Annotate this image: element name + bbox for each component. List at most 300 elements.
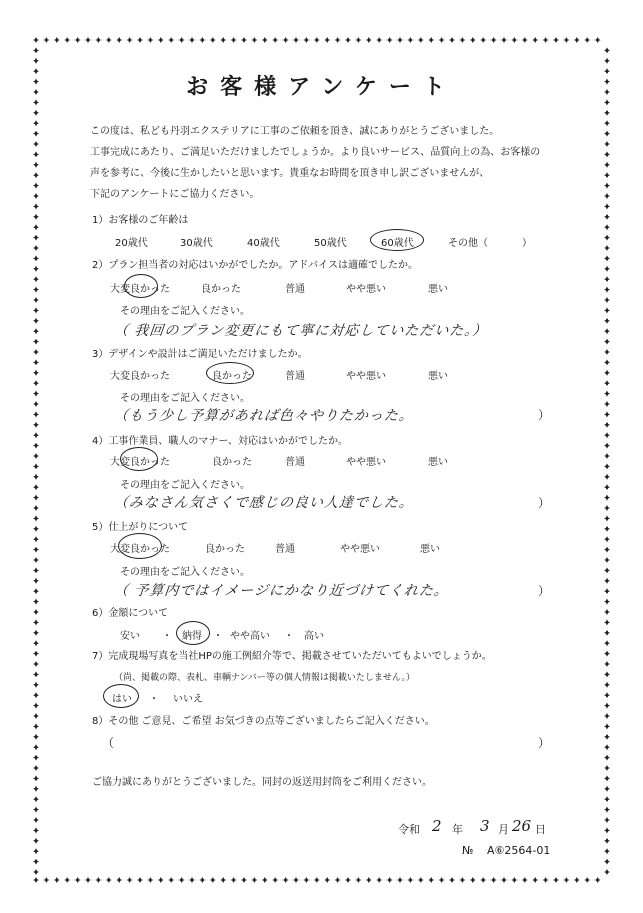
border-ornament xyxy=(43,877,49,883)
q6-option-selected: 納得 xyxy=(182,631,202,642)
border-ornament xyxy=(604,547,610,553)
border-ornament xyxy=(604,578,610,584)
border-ornament xyxy=(553,877,559,883)
border-ornament xyxy=(33,131,39,137)
selection-circle xyxy=(118,533,162,559)
q8-question: 8）その他 ご意見、ご希望 お気づきの点等ございましたらご記入ください。 xyxy=(92,716,435,727)
border-ornament xyxy=(33,671,39,677)
q4-option: やや悪い xyxy=(346,457,386,468)
border-ornament xyxy=(33,172,39,178)
border-ornament xyxy=(241,877,247,883)
border-ornament xyxy=(604,287,610,293)
border-ornament xyxy=(137,37,143,43)
border-ornament xyxy=(418,37,424,43)
border-ornament xyxy=(189,877,195,883)
q1-option: 20歳代 xyxy=(115,238,148,249)
date-year-unit: 年 xyxy=(452,823,463,836)
border-ornament xyxy=(33,734,39,740)
q2-option: やや悪い xyxy=(346,284,386,295)
border-ornament xyxy=(604,141,610,147)
border-ornament xyxy=(574,37,580,43)
q5-option: やや悪い xyxy=(340,544,380,555)
border-ornament xyxy=(33,58,39,64)
border-ornament xyxy=(33,775,39,781)
q6-question: 6）金額について xyxy=(92,608,169,619)
border-ornament xyxy=(604,463,610,469)
border-ornament xyxy=(604,380,610,386)
border-ornament xyxy=(85,877,91,883)
border-ornament xyxy=(33,235,39,241)
border-ornament xyxy=(407,877,413,883)
border-ornament xyxy=(64,37,70,43)
border-ornament xyxy=(33,599,39,605)
border-ornament xyxy=(584,37,590,43)
border-ornament xyxy=(231,37,237,43)
date-year: 2 xyxy=(432,817,442,835)
border-ornament xyxy=(33,349,39,355)
border-ornament xyxy=(33,557,39,563)
border-ornament xyxy=(604,557,610,563)
border-ornament xyxy=(335,877,341,883)
border-ornament xyxy=(604,848,610,854)
q7-option: いいえ xyxy=(173,694,203,705)
q2-question: 2）プラン担当者の対応はいかがでしたか。アドバイスは適確でしたか。 xyxy=(92,260,419,271)
intro-line: 下記のアンケートにご協力ください。 xyxy=(90,189,260,200)
q3-option: 普通 xyxy=(285,371,305,382)
border-ornament xyxy=(210,877,216,883)
intro-line: この度は、私ども丹羽エクステリアに工事のご依頼を頂き、誠にありがとうございました。 xyxy=(90,126,500,137)
border-ornament xyxy=(604,651,610,657)
border-ornament xyxy=(574,877,580,883)
border-ornament xyxy=(33,567,39,573)
q2-option: 良かった xyxy=(201,284,241,295)
border-ornament xyxy=(54,37,60,43)
border-ornament xyxy=(604,110,610,116)
border-ornament xyxy=(33,588,39,594)
q5-handwritten-answer: （ 予算内ではイメージにかなり近づけてくれた。 xyxy=(113,583,450,599)
close-paren: ） xyxy=(538,584,551,598)
q5-option: 悪い xyxy=(420,544,440,555)
border-ornament xyxy=(33,214,39,220)
q4-handwritten-answer: （みなさん気さくで感じの良い人達でした。 xyxy=(113,495,415,511)
border-ornament xyxy=(604,703,610,709)
border-ornament xyxy=(33,536,39,542)
q1-option: 30歳代 xyxy=(180,238,213,249)
close-paren: ） xyxy=(538,736,551,750)
border-ornament xyxy=(428,877,434,883)
border-ornament xyxy=(480,877,486,883)
border-ornament xyxy=(604,869,610,875)
border-ornament xyxy=(324,877,330,883)
border-ornament xyxy=(459,877,465,883)
q2-option: 普通 xyxy=(285,284,305,295)
date-day: 26 xyxy=(512,817,532,835)
border-ornament xyxy=(33,422,39,428)
border-ornament xyxy=(33,786,39,792)
border-ornament xyxy=(33,547,39,553)
border-ornament xyxy=(262,877,268,883)
border-ornament xyxy=(553,37,559,43)
reason-prompt: その理由をご記入ください。 xyxy=(120,480,250,491)
border-ornament xyxy=(210,37,216,43)
selection-circle xyxy=(176,621,210,645)
border-ornament xyxy=(604,671,610,677)
border-ornament xyxy=(168,37,174,43)
border-ornament xyxy=(470,877,476,883)
border-ornament xyxy=(604,307,610,313)
border-ornament xyxy=(480,37,486,43)
border-ornament xyxy=(604,422,610,428)
border-ornament xyxy=(604,214,610,220)
border-ornament xyxy=(604,734,610,740)
border-ornament xyxy=(220,37,226,43)
border-ornament xyxy=(33,692,39,698)
border-ornament xyxy=(33,474,39,480)
q6-option: やや高い xyxy=(230,631,270,642)
border-ornament xyxy=(33,276,39,282)
border-ornament xyxy=(33,755,39,761)
border-ornament xyxy=(604,276,610,282)
border-ornament xyxy=(604,120,610,126)
border-ornament xyxy=(33,162,39,168)
date-day-unit: 日 xyxy=(535,823,546,836)
border-ornament xyxy=(33,297,39,303)
border-ornament xyxy=(604,775,610,781)
reason-prompt: その理由をご記入ください。 xyxy=(120,306,250,317)
border-ornament xyxy=(604,682,610,688)
border-ornament xyxy=(604,131,610,137)
border-ornament xyxy=(54,877,60,883)
border-ornament xyxy=(366,877,372,883)
border-ornament xyxy=(345,877,351,883)
border-ornament xyxy=(604,515,610,521)
border-ornament xyxy=(428,37,434,43)
q5-question: 5）仕上がりについて xyxy=(92,522,189,533)
border-ornament xyxy=(33,526,39,532)
border-ornament xyxy=(220,877,226,883)
border-ornament xyxy=(33,359,39,365)
border-ornament xyxy=(75,37,81,43)
border-ornament xyxy=(604,349,610,355)
border-ornament xyxy=(33,827,39,833)
border-ornament xyxy=(604,723,610,729)
border-ornament xyxy=(604,609,610,615)
selection-circle xyxy=(206,362,254,384)
border-ornament xyxy=(33,370,39,376)
q7-question: 7）完成現場写真を当社HPの施工例紹介等で、掲載させていただいてもよいでしょうか。 xyxy=(92,651,492,662)
border-ornament xyxy=(604,297,610,303)
q7-note: （尚、掲載の際、表札、車輌ナンバー等の個人情報は掲載いたしません。） xyxy=(114,673,415,683)
q6-separator: ・ xyxy=(162,631,172,642)
q1-option-selected: 60歳代 xyxy=(381,238,414,249)
border-ornament xyxy=(532,877,538,883)
border-ornament xyxy=(604,391,610,397)
border-ornament xyxy=(241,37,247,43)
q4-question: 4）工事作業員、職人のマナー、対応はいかがでしたか。 xyxy=(92,436,348,447)
q7-option-selected: はい xyxy=(112,694,132,705)
border-ornament xyxy=(179,37,185,43)
border-ornament xyxy=(604,183,610,189)
q1-question: 1）お客様のご年齢は xyxy=(92,215,189,226)
border-ornament xyxy=(179,877,185,883)
border-ornament xyxy=(189,37,195,43)
border-ornament xyxy=(158,877,164,883)
border-ornament xyxy=(604,151,610,157)
q1-option: 40歳代 xyxy=(247,238,280,249)
border-ornament xyxy=(604,838,610,844)
border-ornament xyxy=(604,318,610,324)
border-ornament xyxy=(355,877,361,883)
border-ornament xyxy=(33,713,39,719)
border-ornament xyxy=(33,869,39,875)
border-ornament xyxy=(449,37,455,43)
border-ornament xyxy=(127,877,133,883)
border-ornament xyxy=(604,661,610,667)
border-ornament xyxy=(459,37,465,43)
border-ornament xyxy=(604,235,610,241)
border-ornament xyxy=(33,609,39,615)
border-ornament xyxy=(33,640,39,646)
border-ornament xyxy=(604,162,610,168)
border-ornament xyxy=(604,474,610,480)
border-ornament xyxy=(33,744,39,750)
q2-handwritten-answer: （ 我回のプラン変更にもて寧に対応していただいた。） xyxy=(113,323,489,339)
open-paren: （ xyxy=(102,736,115,750)
border-ornament xyxy=(33,203,39,209)
border-ornament xyxy=(33,838,39,844)
border-ornament xyxy=(604,796,610,802)
border-ornament xyxy=(387,37,393,43)
border-ornament xyxy=(604,619,610,625)
border-ornament xyxy=(366,37,372,43)
border-ornament xyxy=(33,141,39,147)
close-paren: ） xyxy=(538,496,551,510)
border-ornament xyxy=(604,755,610,761)
border-ornament xyxy=(604,172,610,178)
border-ornament xyxy=(33,266,39,272)
border-ornament xyxy=(595,877,601,883)
q3-option: 悪い xyxy=(428,371,448,382)
border-ornament xyxy=(604,370,610,376)
border-ornament xyxy=(85,37,91,43)
border-ornament xyxy=(604,47,610,53)
border-ornament xyxy=(33,682,39,688)
border-ornament xyxy=(439,37,445,43)
reason-prompt: その理由をご記入ください。 xyxy=(120,567,250,578)
border-ornament xyxy=(604,765,610,771)
border-ornament xyxy=(511,37,517,43)
q6-option: 安い xyxy=(120,631,140,642)
border-ornament xyxy=(604,245,610,251)
border-ornament xyxy=(127,37,133,43)
border-ornament xyxy=(604,807,610,813)
number-value: A⑥2564-01 xyxy=(487,844,551,857)
border-ornament xyxy=(397,877,403,883)
border-ornament xyxy=(314,37,320,43)
border-ornament xyxy=(33,401,39,407)
border-ornament xyxy=(116,877,122,883)
border-ornament xyxy=(604,817,610,823)
border-ornament xyxy=(33,255,39,261)
border-ornament xyxy=(33,848,39,854)
border-ornament xyxy=(293,877,299,883)
border-ornament xyxy=(33,859,39,865)
border-ornament xyxy=(563,37,569,43)
selection-circle xyxy=(370,229,424,251)
border-ornament xyxy=(604,58,610,64)
border-ornament xyxy=(33,37,39,43)
border-ornament xyxy=(604,526,610,532)
border-ornament xyxy=(604,713,610,719)
border-ornament xyxy=(604,630,610,636)
border-ornament xyxy=(33,515,39,521)
q1-option: ） xyxy=(522,238,532,249)
border-ornament xyxy=(604,339,610,345)
border-ornament xyxy=(75,877,81,883)
border-ornament xyxy=(33,328,39,334)
border-ornament xyxy=(251,37,257,43)
border-ornament xyxy=(33,432,39,438)
border-ornament xyxy=(33,578,39,584)
border-ornament xyxy=(33,651,39,657)
border-ornament xyxy=(511,877,517,883)
date-month: 3 xyxy=(480,817,490,835)
border-ornament xyxy=(231,877,237,883)
border-ornament xyxy=(33,619,39,625)
q4-option: 悪い xyxy=(428,457,448,468)
border-ornament xyxy=(501,37,507,43)
border-ornament xyxy=(604,453,610,459)
border-ornament xyxy=(604,359,610,365)
border-ornament xyxy=(604,266,610,272)
q6-separator: ・ xyxy=(284,631,294,642)
border-ornament xyxy=(470,37,476,43)
selection-circle xyxy=(124,274,158,298)
border-ornament xyxy=(563,877,569,883)
number-label: № xyxy=(462,844,474,857)
border-ornament xyxy=(491,37,497,43)
q2-option-selected: 大変良かった xyxy=(110,284,170,295)
q5-option: 良かった xyxy=(205,544,245,555)
border-ornament xyxy=(199,37,205,43)
border-ornament xyxy=(604,328,610,334)
q4-option: 良かった xyxy=(212,457,252,468)
border-ornament xyxy=(407,37,413,43)
border-ornament xyxy=(501,877,507,883)
date-month-unit: 月 xyxy=(498,823,509,836)
border-ornament xyxy=(595,37,601,43)
q5-option-selected: 大変良かった xyxy=(110,544,170,555)
border-ornament xyxy=(137,877,143,883)
border-ornament xyxy=(604,692,610,698)
border-ornament xyxy=(33,453,39,459)
border-ornament xyxy=(33,151,39,157)
border-ornament xyxy=(543,37,549,43)
border-ornament xyxy=(604,255,610,261)
border-ornament xyxy=(106,877,112,883)
border-ornament xyxy=(33,307,39,313)
border-ornament xyxy=(33,380,39,386)
border-ornament xyxy=(43,37,49,43)
border-ornament xyxy=(116,37,122,43)
border-ornament xyxy=(604,432,610,438)
border-ornament xyxy=(33,110,39,116)
border-ornament xyxy=(33,505,39,511)
q4-option-selected: 大変良かった xyxy=(110,457,170,468)
border-ornament xyxy=(168,877,174,883)
border-ornament xyxy=(604,536,610,542)
selection-circle xyxy=(103,684,139,708)
q3-handwritten-answer: （もう少し予算があれば色々やりたかった。 xyxy=(113,408,415,424)
border-ornament xyxy=(376,877,382,883)
q1-option: 50歳代 xyxy=(314,238,347,249)
border-ornament xyxy=(33,703,39,709)
border-ornament xyxy=(272,37,278,43)
border-ornament xyxy=(604,401,610,407)
border-ornament xyxy=(33,224,39,230)
q3-option: 大変良かった xyxy=(110,371,170,382)
border-ornament xyxy=(604,484,610,490)
border-ornament xyxy=(33,391,39,397)
page-title: お客様アンケート xyxy=(186,75,457,100)
border-ornament xyxy=(199,877,205,883)
border-ornament xyxy=(283,37,289,43)
border-ornament xyxy=(251,877,257,883)
border-ornament xyxy=(543,877,549,883)
border-ornament xyxy=(33,443,39,449)
border-ornament xyxy=(33,723,39,729)
border-ornament xyxy=(335,37,341,43)
closing-text: ご協力誠にありがとうございました。同封の返送用封筒をご利用ください。 xyxy=(92,777,432,788)
q3-option: やや悪い xyxy=(346,371,386,382)
q6-separator: ・ xyxy=(213,631,223,642)
border-ornament xyxy=(345,37,351,43)
border-ornament xyxy=(33,877,39,883)
border-ornament xyxy=(418,877,424,883)
border-ornament xyxy=(355,37,361,43)
border-ornament xyxy=(33,463,39,469)
border-ornament xyxy=(33,47,39,53)
border-ornament xyxy=(33,630,39,636)
border-ornament xyxy=(604,495,610,501)
border-ornament xyxy=(33,807,39,813)
border-ornament xyxy=(532,37,538,43)
border-ornament xyxy=(33,193,39,199)
border-ornament xyxy=(397,37,403,43)
border-ornament xyxy=(604,640,610,646)
border-ornament xyxy=(33,817,39,823)
border-ornament xyxy=(33,484,39,490)
border-ornament xyxy=(387,877,393,883)
close-paren: ） xyxy=(538,408,551,422)
border-ornament xyxy=(33,120,39,126)
border-ornament xyxy=(293,37,299,43)
q2-option: 悪い xyxy=(428,284,448,295)
border-ornament xyxy=(324,37,330,43)
border-ornament xyxy=(64,877,70,883)
border-ornament xyxy=(303,877,309,883)
border-ornament xyxy=(491,877,497,883)
border-ornament xyxy=(33,796,39,802)
border-ornament xyxy=(158,37,164,43)
intro-line: 声を参考に、今後に生かしたいと思います。貴重なお時間を頂き申し訳ございませんが、 xyxy=(90,168,490,179)
border-ornament xyxy=(604,567,610,573)
border-ornament xyxy=(604,203,610,209)
border-ornament xyxy=(33,339,39,345)
border-ornament xyxy=(604,505,610,511)
border-ornament xyxy=(33,318,39,324)
border-ornament xyxy=(303,37,309,43)
